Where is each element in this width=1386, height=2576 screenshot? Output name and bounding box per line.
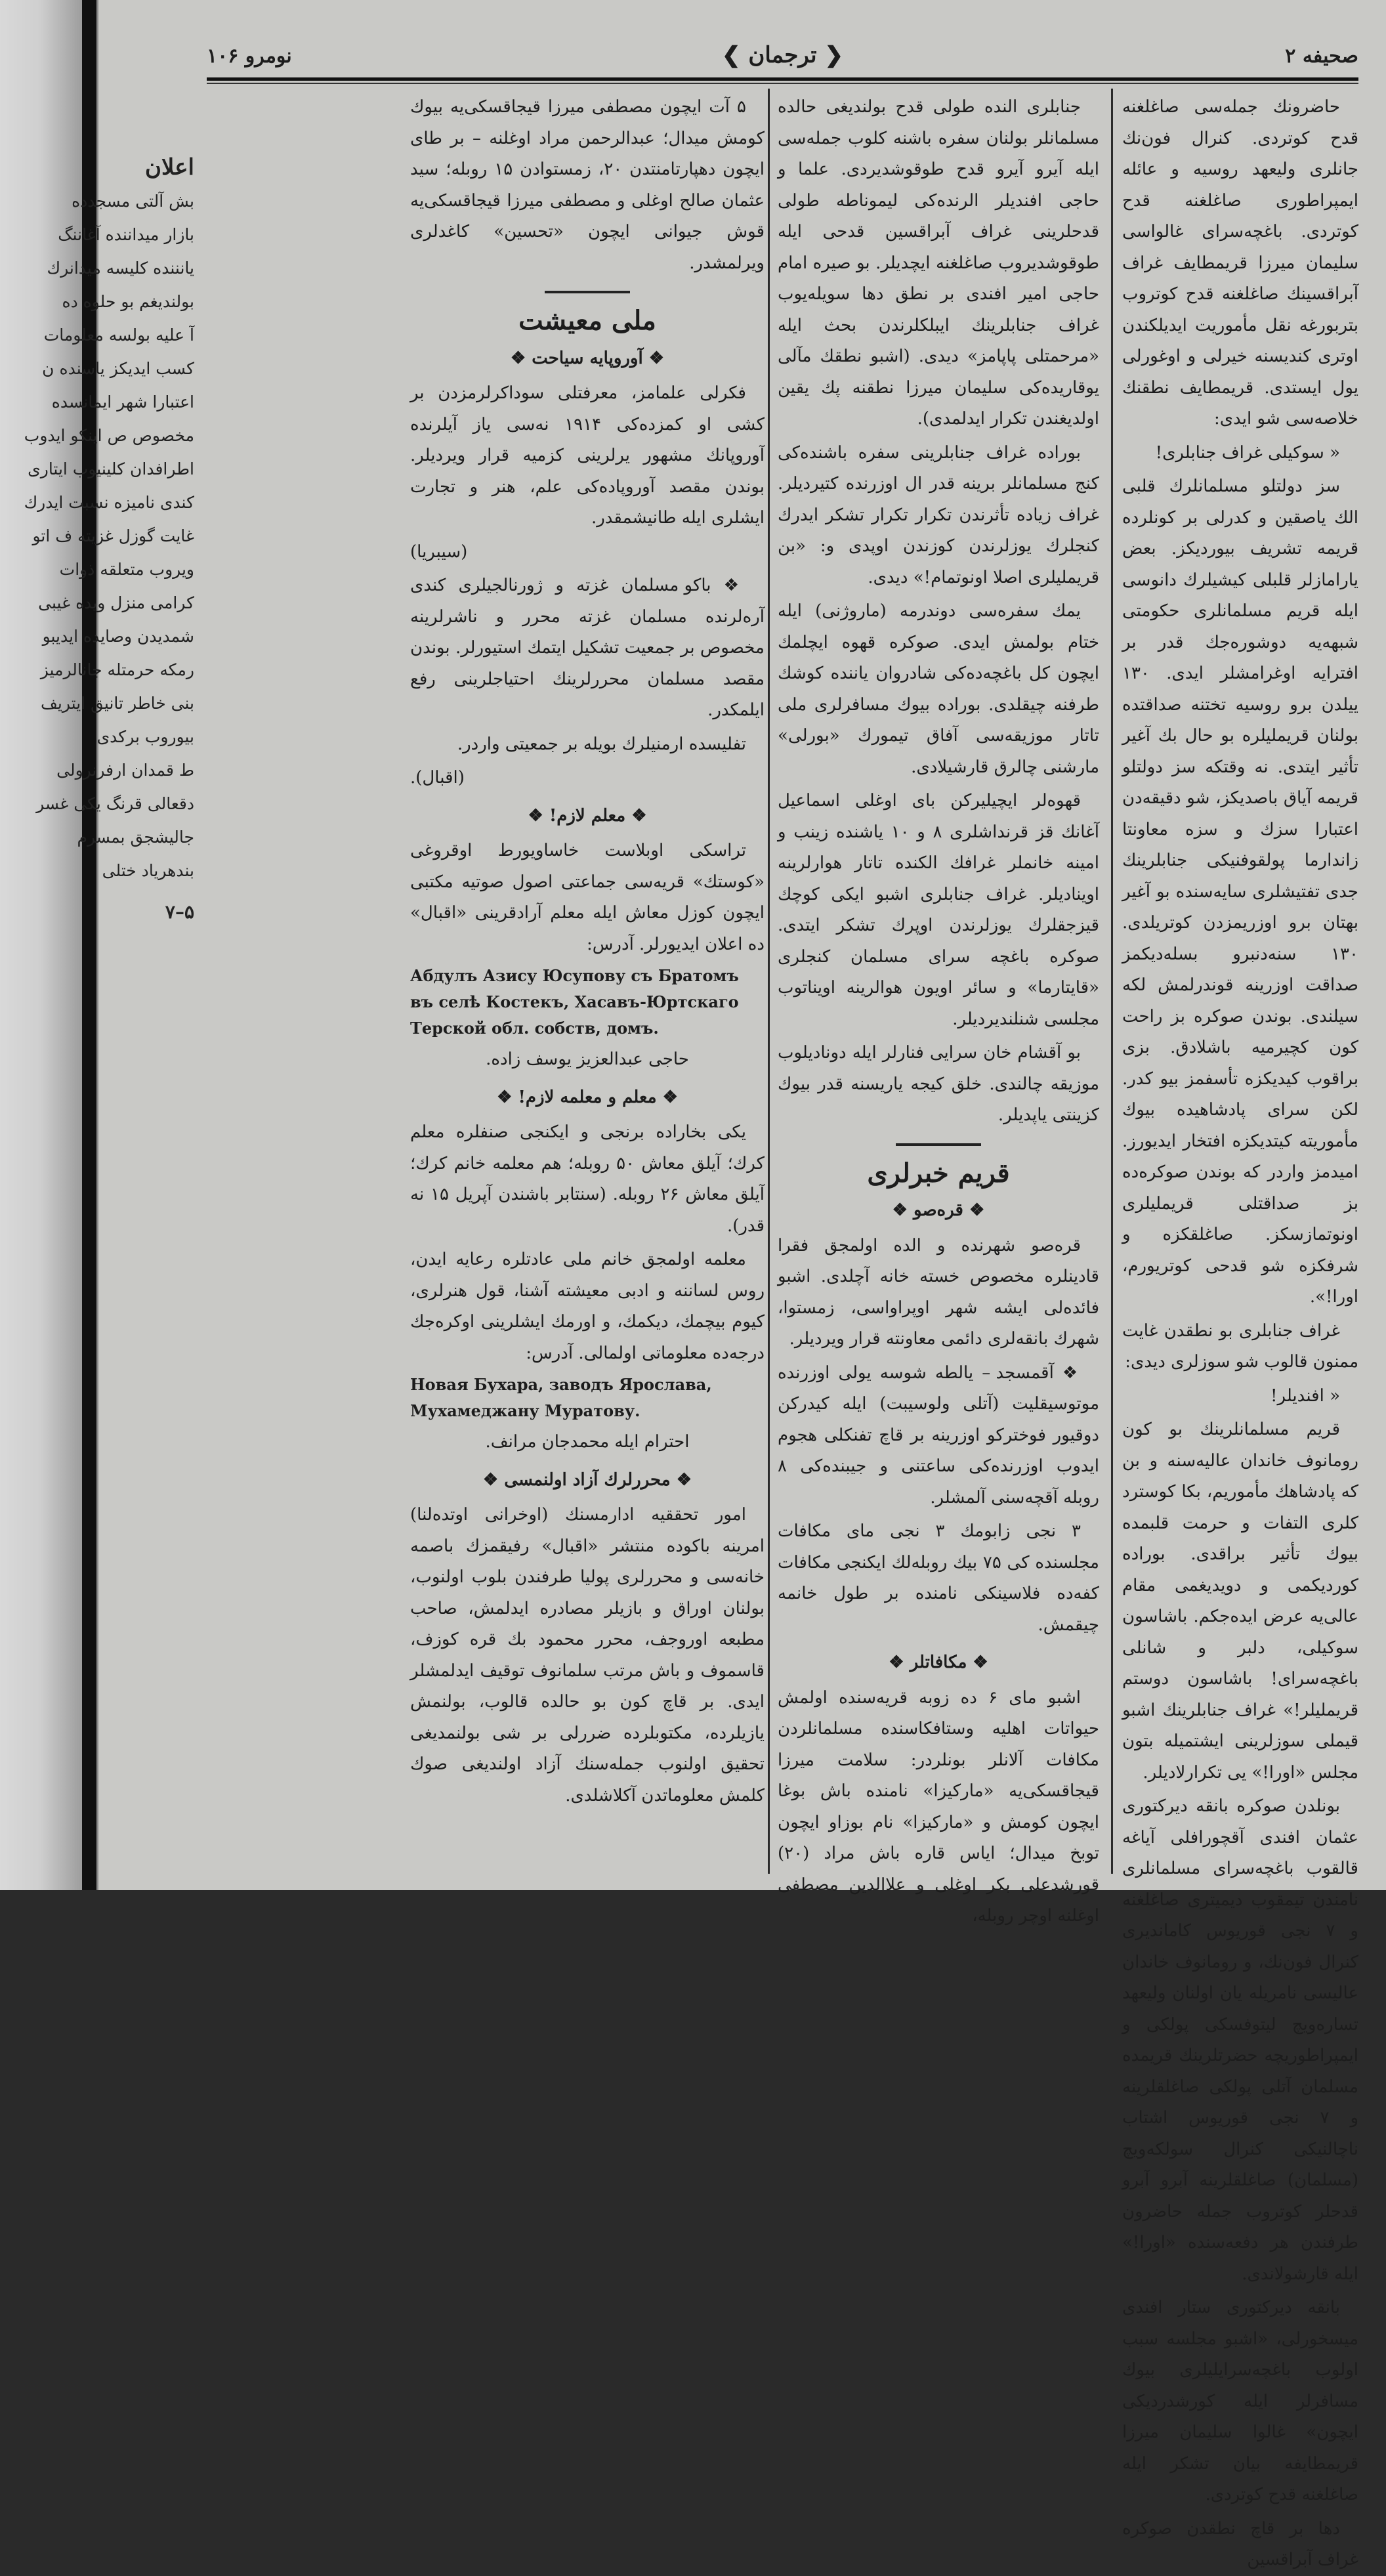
strip-line: ویروب متعلقه ذوات <box>59 560 194 579</box>
page-label: صحیفه ۲ <box>1285 45 1358 68</box>
strip-line: بندهریاد ختلی <box>102 861 194 880</box>
strip-line: یانننده کلیسه میدانرك <box>47 259 194 278</box>
strip-line: کسب ایدیکز یاسنده ن <box>42 359 194 378</box>
subheading-karasu: ❖ قره‌صو ❖ <box>892 1200 985 1220</box>
strip-heading: اعلان <box>145 154 194 180</box>
column-right-paragraph: غراف جنابلری بو نطقدن غایت ممنون قالوب شو سوزلری دیدی: <box>1122 1320 1358 1372</box>
column-middle-paragraph: یمك سفره‌سی دوندرمه (ماروژنی) ایله ختام بولمش ایدی. صوکره قهوه ایچلمك ایچون کل باغچه‌ده‌کی شادروان یاننده کوشك طرفنه چیقلدی. بوراده بیوك مسافرلری ملی تاتار موزیقه‌سی آفاق تیمورك «بورلی» مارشنی چالرق قارشیلادی. <box>778 601 1099 777</box>
column-right-paragraph: سز دولتلو مسلمانلرك قلبی الك یاصقین و کدرلی بر کونلرده قریمه تشریف بیوردیکز. بعض یارامازلر قلبلی کیشیلرك دانوسی ایله قریم مسلمانلری حکومتی شبهه‌یه دوشوره‌جك قدر بر افترایه اوغرامشلر ایدی. ۱۳۰ ییلدن برو روسیه تختنه صداقتده بولنان قریملیلره بو حال بك آغیر تأثیر ایتدی. نه وقتکه سز دولتلو قریمه آیاق باصدیکز، شو دقیقه‌دن اعتبارا سزك و سزه معاونتا زاندارما پولقوفنیکی جنابلرینك جدی تفتیشلری سایه‌سنده بو آغیر بهتان برو اوزریمزدن کوتریلدی. ۱۳۰ سنه‌دنبرو بسله‌دیکمز صداقت اوزرینه قوندرلمش لکه سیلندی. بوندن صوکره بز راحت کون کچیرمیه باشلادق. بزی براقوب کیدیکزه تأسفمز بیو کدر. لکن سرای پادشاهیده بیوك مأموریته کیتدیکزه افتخار ایدیورز. امیدمز واردر که بوندن صوکره‌ده بز صداقتلی قریملیلری اونوتمازسکز. صاغلقکزه و شرفکزه شو قدحی کوتریورم، اورا!». <box>1122 476 1358 1307</box>
news-baku: ❖ باکو مسلمان غزته و ژورنالجیلری کندی آره‌لرنده مسلمان غزته محرر و ناشرلرینه مخصوص بر جمعیت تشکیل ایتمك استیورلر. بوندن مقصد مسلمان محررلرینك احتیاجلرینی رفع ایلمکدر. <box>410 576 765 720</box>
strip-line: شمدیدن وصایده ایدیبو <box>42 627 194 646</box>
ad-teacher-2: یکی بخاراده برنجی و ایکنجی صنفلره معلم کرك؛ آیلق معاش ۵۰ روبله؛ هم معلمه خانم کرك؛ آیلق معاش ۲۶ روبله. (سنتابر باشندن آپریل ۱۵ نه قدر). <box>410 1122 765 1236</box>
column-right <box>1122 92 1358 2569</box>
column-middle <box>778 92 1100 1926</box>
strip-line: آ علیه بولسه معلومات <box>43 326 194 345</box>
strip-line: دقعالی قرنگ یکی غسر <box>36 794 194 813</box>
news-karasu: قره‌صو شهرنده و الده اولمجق فقرا قادینلره مخصوص خسته خانه آچلدی. اشبو فائده‌لی ایشه شهر اوپراواسی، زمستوا، شهرك بانقه‌لری دائمی معاونته قرار ویردیلر. <box>778 1235 1099 1349</box>
news-akmescit: ❖ آقمسجد – یالطه شوسه یولی اوزرنده موتوسیقلیت (آتلی ولوسیبت) ایله کیدرکن دوقیور فوخترکو اوزرینه بر قاچ تفنکلی هجوم ایدوب اوزرنده‌کی ساعتنی و جیبنده‌کی ۸ روبله آقچه‌سنی آلمشلر. <box>778 1362 1099 1508</box>
column-middle-paragraph: بو آقشام خان سرایی فنارلر ایله دونادیلوب موزیقه چالندی. خلق کیجه یاریسنه قدر بیوك کزینتی یاپدیلر. <box>778 1043 1099 1125</box>
strip-line: بنی خاطر تانیق ایتریف <box>41 694 194 713</box>
column-middle-paragraph: جنابلری النده طولی قدح بولندیغی حالده مسلمانلر بولنان سفره باشنه کلوب جمله‌سی ایله آیرو آیرو قدح طوقوشدیردی. علما و حاجی افندیلر الرنده‌کی لیموناطه طولی قدحلرینی غراف آبراقسین قدحی ایله طوقوشدیروب صاغلغنه ایچدیلر. بو صیره امام حاجی امیر افندی بر نطق دها سویله‌یوب غراف جنابلرینك ایبلکلرندن بحث ایله «مرحمتلی پاپامز» دیدی. (اشبو نطقك مآلی یوقاریده‌کی سلیمان میرزا نطقنه پك یقین اولدیغندن تکرار ایدلمدی). <box>778 97 1099 429</box>
ad-teacher-3: معلمه اولمجق خانم ملی عادتلره رعایه ایدن، روس لساننه و ادبی معیشته آشنا، قول هنرلری، کیوم بیچمك، دیکمك، و اورمك ایشلرینی اوکره‌جك درجه‌ده معلوماتی اولمالی. آدرس: <box>410 1250 765 1363</box>
column-right-paragraph: « سوکیلی غراف جنابلری! <box>1155 442 1340 463</box>
paper-name: ترجمان <box>748 42 817 68</box>
news-editors-freed: امور تحققیه ادارمسنك (اوخرانی اوتده‌لنا) امرینه باکوده منتشر «اقبال» رفیقمزك باصمه خانه‌سی و محررلری پولیا طرفندن بلوب اولنوب، بولنان اوراق و بازیلر مصادره ایدلمش، صاحب مطبعه اوروجف، محرر محمود بك قره کوزف، قاسموف و باش مرتب سلمانوف توقیف ایدلمشلر ایدی. بر قاچ کون بو حالده قالوب، بولنمش یازیلرده، مکتوبلرده ضررلی بر شی بولنمدیغی تحقیق اولنوب جمله‌سنك آزاد اولندیغی صوك کلمش معلوماتدن آکلاشلدی. <box>410 1505 765 1805</box>
adjacent-page-strip <box>24 0 197 1890</box>
news-europe-trip: فکرلی علمامز، معرفتلی سوداکرلرمزدن بر کشی او کمزده‌کی ۱۹۱۴ نه‌سی یاز آیلرنده آوروپانك مشهور یرلرینی کزمیه قرار ویردیلر. بوندن مقصد آوروپاده‌کی علم، هنر و تجارت ایشلری ایله طانیشمقدر. <box>410 383 765 528</box>
newspaper-page <box>24 0 1386 2569</box>
news-baku-text: باکو مسلمان غزته و ژورنالجیلری کندی آره‌لرنده مسلمان غزته محرر و ناشرلرینه مخصوص بر جمعیت تشکیل ایتمك استیورلر. بوندن مقصد مسلمان محررلرینك احتیاجلرینی رفع ایلمکدر. <box>410 576 765 720</box>
strip-line: غایت گوزل غزیته ف اتو <box>32 526 194 545</box>
news-prizes: اشبو مای ۶ ده زوبه قریه‌سنده اولمش حیواتات اهلیه وستافکاسنده مسلمانلردن مکافات آلانلر بونلردر: سلامت میرزا قیجاقسکی‌یه «مارکیزا» نامنده باش بوغا ایچون کومش و «مارکیزا» نام بوزاو ایچون توبخ میدال؛ ایاس قاره باش مراد (۲۰) قورشدعلی بکر اوغلی و علاالدین مصطفی اوغلنه اوچر روبله، <box>778 1687 1099 1926</box>
strip-line: بش آلتی مسجدده <box>72 192 194 211</box>
strip-line: کندی نامیزه نسبت ایدرك <box>24 493 194 512</box>
strip-line: اطرافدان کلینیوب ایتاری <box>28 459 194 478</box>
strip-line: بازار میداننده آغاننگ <box>58 225 194 244</box>
news-akmescit-text: آقمسجد – یالطه شوسه یولی اوزرنده موتوسیقلیت (آتلی ولوسیبت) ایله کیدرکن دوقیور فوخترکو اوزرینه بر قاچ تفنکلی هجوم ایدوب اوزرنده‌کی ساعتنی و جیبنده‌کی ۸ روبله آقچه‌سنی آلمشلر. <box>778 1362 1099 1508</box>
strip-line: بولندیغم بو حلوه ده <box>62 292 194 311</box>
column-left <box>410 92 765 1890</box>
section-divider <box>545 291 630 293</box>
subheading-teachers-needed-text: معلم و معلمه لازم! <box>518 1087 657 1107</box>
ad-teacher-1: تراسکی اوبلاست خاساویورط اوقروغی «کوستك» قریه‌سی جماعتی اصول صوتیه مکتبی ایچون کوزل معاش ایله معلم آرادقرینی «اقبال» ده اعلان ایدیورلر. آدرس: <box>410 841 765 954</box>
header-rule <box>207 77 1358 81</box>
column-right-paragraph: بونلدن صوکره بانقه دیرکتوری عثمان افندی آقچورافلی آیاغه قالقوب باغچه‌سرای مسلمانلری نامندن تیمقوب دیمیتری صاغلغنه و ۷ نجی قوریوس کاماندیری کنرال فون‌نك، و رومانوف خاندان عالیسی نامریله یان اولنان ولیعهد تساره‌ویچ لیتوفسکی پولکی و ایمپراطوریچه حضرتلرینك قریمده مسلمان آتلی پولکی صاغلقلرینه و ۷ نجی قوریوس اشتاب ناچالنیکی کنرال سولکه‌ویچ (مسلمان) صاغلقلرینه آبرو آبرو قدحلر کوتروب جمله حاضرون طرفندن هر دفعه‌سنده «اورا!» ایله قارشولاندی. <box>1122 1796 1358 2284</box>
strip-line: مخصوص ص اینکو ایدوب <box>24 426 194 445</box>
strip-line: کرامی منزل ویده غیبی <box>38 593 194 612</box>
column-divider <box>1111 89 1113 1874</box>
header-rule-thin <box>207 83 1358 84</box>
page-header <box>207 39 1358 77</box>
column-divider <box>768 89 770 1874</box>
news-baku-2: تفلیسده ارمنیلرك بویله بر جمعیتی واردر. <box>457 734 746 754</box>
section-title-national-life: ملی معیشت <box>518 305 656 336</box>
column-right-paragraph: دها بر قاچ نطقدن صوکره غراف آبراقسین <box>1122 2518 1358 2569</box>
strip-line: بیوروب برکدی <box>96 727 194 746</box>
russian-address-1: Абдулъ Азису Юсупову съ Братомъ въ селѣ Костекъ, Хасавъ-Юртскаго Терской обл. собств, домъ. <box>410 966 739 1038</box>
russian-address-2: Новая Бухара, заводъ Ярослава, Мухамеджану Муратову. <box>410 1375 712 1420</box>
subheading-teachers-needed: ❖ معلم و معلمه لازم! ❖ <box>497 1087 678 1107</box>
column-right-paragraph: بانقه دیرکتوری ستار افندی میسخورلی، «اشبو مجلسه سبب اولوب باغچه‌سرایلیلری بیوك مسافرلر ایله کورشدردیکی ایچون» غالوا سلیمان میرزا قریمطایفه بیان تشکر ایله صاغلغنه قدح کوتردی. <box>1122 2298 1358 2504</box>
column-right-paragraphs <box>1122 92 1358 2576</box>
source-iqbal: (اقبال). <box>410 768 465 788</box>
source-siberia: (سیبریا) <box>410 541 468 562</box>
subheading-europe-trip-text: آوروپایه سیاحت <box>532 348 643 368</box>
newspaper-title: ❮ ترجمان ❯ <box>722 42 843 68</box>
subheading-prizes: ❖ مکافاتلر ❖ <box>889 1653 988 1672</box>
column-right-paragraph: حاضرونك جمله‌سی صاغلغنه قدح کوتردی. کنرال فون‌نك جانلری ولیعهد روسیه و عائله ایمپراطوری صاغلغنه قدح کوتردی. باغچه‌سرای غالواسی سلیمان میرزا قریمطایف غراف آبراقسینك صاغلغنه قدح کوتروب بتربورغه نقل مأموریت ایدیلکندن اوتری کندیسنه خیرلی و اوغورلی یول ایستدی. قریمطایف نطقنك خلاصه‌سی شو ایدی: <box>1122 97 1358 429</box>
subheading-editors-freed: ❖ محررلرك آزاد اولنمسی ❖ <box>482 1469 692 1490</box>
strip-line: اعتبارا شهر ایمانسده <box>51 392 194 412</box>
section-divider <box>896 1143 981 1146</box>
subheading-teacher-needed: ❖ معلم لازم! ❖ <box>528 805 647 826</box>
subheading-teacher-needed-text: معلم لازم! <box>549 805 626 826</box>
column-middle-paragraph: بوراده غراف جنابلرینی سفره باشنده‌کی کنج مسلمانلر برینه قدر ال اوزرنده کتیردیلر. غراف زیاده تأثرندن تکرار تکرار تشکر ایدرك کنجلرك یوزلرندن کوزندن اوپدی و: «بن قریملیلری اصلا اونوتمام!» دیدی. <box>778 442 1099 587</box>
strip-line: رمکه حرمتله جانالرمیز <box>40 660 194 679</box>
subheading-karasu-text: قره‌صو <box>914 1200 963 1220</box>
column-middle-paragraph: قهوه‌لر ایچیلیرکن بای اوغلی اسماعیل آغانك قز قرنداشلری ۸ و ۱۰ یاشنده زینب و امینه خانملر غرافك الکنده تاتار هوارلرینه اوینادیلر. غراف جنابلری اشبو ایکی کوچك قیزجقلرك یوزلرندن اوپرك تشکر ایتدی. صوکره باغچه سرای مسلمان کنجلری «قایتارما» و سائر اویون هوالرینه اویناتوب مجلسی شنلندیردیلر. <box>778 791 1100 1029</box>
prizes-continued: ۵ آت ایچون مصطفی میرزا قیجاقسکی‌یه بیوك کومش میدال؛ عبدالرحمن مراد اوغلنه – بر طای ایچون دهپارتامنتدن ۲۰، زمستوادن ۱۵ روبله؛ سید عثمان صالح اوغلی و مصطفی میرزا قیجاقسکی‌یه قوش جیوانی ایچون «تحسین» کاغدلری ویرلمشدر. <box>410 97 765 273</box>
signature-2: احترام ایله محمدجان مرانف. <box>485 1432 690 1452</box>
strip-line: ط قمدان ارفرنرولی <box>56 761 194 780</box>
subheading-prizes-text: مکافاتلر <box>910 1653 967 1672</box>
column-right-paragraph: « افندیلر! <box>1270 1385 1340 1406</box>
issue-number: نومرو ۱۰۶ <box>207 45 292 68</box>
strip-lines <box>24 184 194 887</box>
strip-footer: ۵–۷ <box>165 901 194 923</box>
column-middle-paragraphs <box>778 92 1099 1131</box>
news-award: ۳ نجی زابومك ۳ نجی مای مکافات مجلسنده کی ۷۵ بیك روبله‌لك ایکنجی مکافات کفه‌ده فلاسینکی نامنده بر طول خانمه چیقمش. <box>778 1521 1099 1635</box>
strip-line: جالیشجق بمسرم <box>77 828 194 847</box>
column-right-paragraph: قریم مسلمانلرینك بو کون رومانوف خاندان عالیه‌سنه و بن که پادشاهك مأموریم، بکا کوسترد کلری التفات و حرمت قلبمده بیوك تأثیر براقدی. بوراده کوردیکمی و دویدیغمی مقام عالی‌یه عرض ایده‌جکم. باشاسون سوکیلی، دلبر و شانلی باغچه‌سرای! باشاسون دوستم قریملیلر!» غراف جنابلرینك اشبو قیملی سوزلرینی ایشتمیله بتون مجلس «اورا!» یی تکرارلادیلر. <box>1122 1420 1358 1783</box>
section-title-crimea-news: قریم خبرلری <box>867 1157 1010 1189</box>
subheading-europe-trip: ❖ آوروپایه سیاحت ❖ <box>510 348 665 368</box>
subheading-editors-freed-text: محررلرك آزاد اولنمسی <box>504 1469 671 1490</box>
signature-1: حاجی عبدالعزیز یوسف زاده. <box>486 1049 689 1069</box>
